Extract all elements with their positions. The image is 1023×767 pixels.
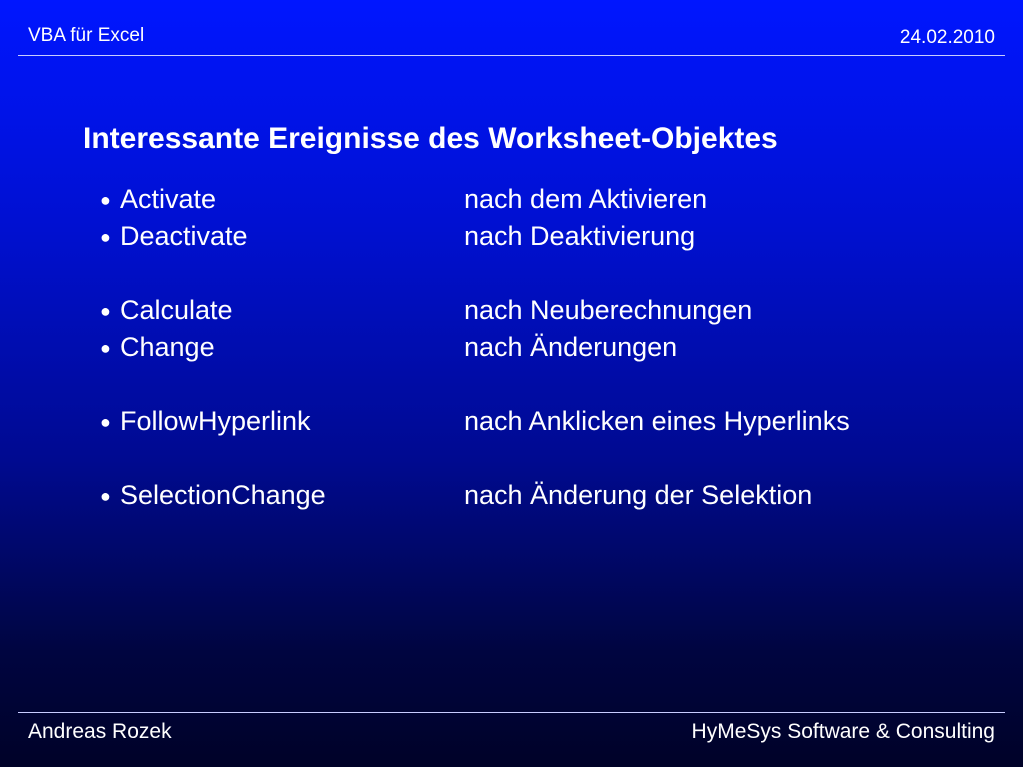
bullet-icon: ● — [100, 301, 111, 321]
bullet-icon: ● — [100, 486, 111, 506]
bullet-icon: ● — [100, 338, 111, 358]
event-name: Deactivate — [120, 221, 248, 251]
event-name: Activate — [120, 184, 217, 214]
event-name: Calculate — [120, 295, 233, 325]
event-description: nach Änderungen — [464, 332, 678, 362]
event-description: nach Anklicken eines Hyperlinks — [464, 406, 850, 436]
event-description: nach Neuberechnungen — [464, 295, 753, 325]
list-item — [100, 292, 980, 329]
list-spacer — [100, 366, 980, 403]
event-name: SelectionChange — [120, 480, 326, 510]
event-list — [100, 181, 980, 514]
list-item — [100, 218, 980, 255]
list-spacer — [100, 440, 980, 477]
bullet-icon: ● — [100, 227, 111, 247]
bullet-icon: ● — [100, 412, 111, 432]
list-item — [100, 477, 980, 514]
event-description: nach Deaktivierung — [464, 221, 696, 251]
footer-company: HyMeSys Software & Consulting — [691, 720, 995, 743]
list-spacer — [100, 255, 980, 292]
event-name: FollowHyperlink — [120, 406, 311, 436]
event-description: nach dem Aktivieren — [464, 184, 708, 214]
list-item — [100, 181, 980, 218]
list-item — [100, 403, 980, 440]
header-topic: VBA für Excel — [28, 25, 145, 46]
slide-title: Interessante Ereignisse des Worksheet-Objektes — [83, 122, 778, 155]
event-description: nach Änderung der Selektion — [464, 480, 813, 510]
bullet-icon: ● — [100, 190, 111, 210]
footer-author: Andreas Rozek — [28, 720, 172, 743]
footer-divider — [18, 712, 1005, 713]
header-divider — [18, 55, 1005, 56]
event-name: Change — [120, 332, 215, 362]
list-item — [100, 329, 980, 366]
header-date: 24.02.2010 — [899, 27, 995, 48]
